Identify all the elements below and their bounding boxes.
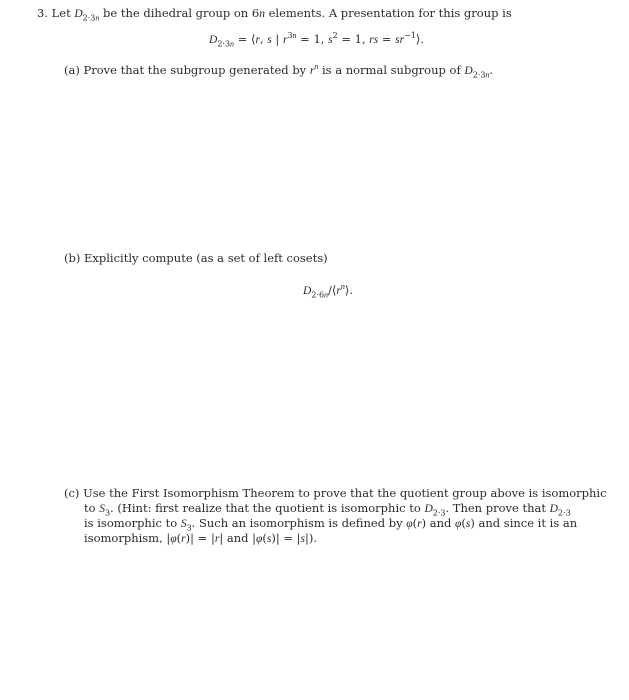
part-a-label: (a) [64,63,80,77]
quotient-display: $D_{2\cdot 6n}/⟨r^n⟩$. [303,282,354,300]
part-c-line-4: isomorphism, |φ(r)| = |r| and |φ(s)| = |s|). [84,531,318,545]
group-presentation: $D_{2\cdot 3n}$ = ⟨r, s | $r^{3n} = 1$, $s^2 = 1$, rs = $sr^{-1}⟩$. [209,31,425,49]
part-b: (b) Explicitly compute (as a set of left cosets) [64,251,328,265]
problem-intro-line: 3. Let $D_{2\cdot 3n}$ be the dihedral group on 6n elements. A presentation for this group is [37,6,512,23]
part-c-line-2: to $S_3$. (Hint: first realize that the quotient is isomorphic to $D_{2\cdot 3}$. Then prove that $D_{2\cdot 3}$ [84,501,571,518]
problem-number: 3. [37,6,48,20]
part-a: (a) Prove that the subgroup generated by $r^n$ is a normal subgroup of $D_{2\cdot 3n}$. [64,62,494,80]
part-c-line-1: (c) Use the First Isomorphism Theorem to prove that the quotient group above is isomorphic [64,486,607,500]
part-c-label: (c) [64,486,80,500]
part-c-line-3: is isomorphic to $S_3$. Such an isomorphism is defined by φ(r) and φ(s) and since it is an [84,516,578,533]
part-b-label: (b) [64,251,81,265]
